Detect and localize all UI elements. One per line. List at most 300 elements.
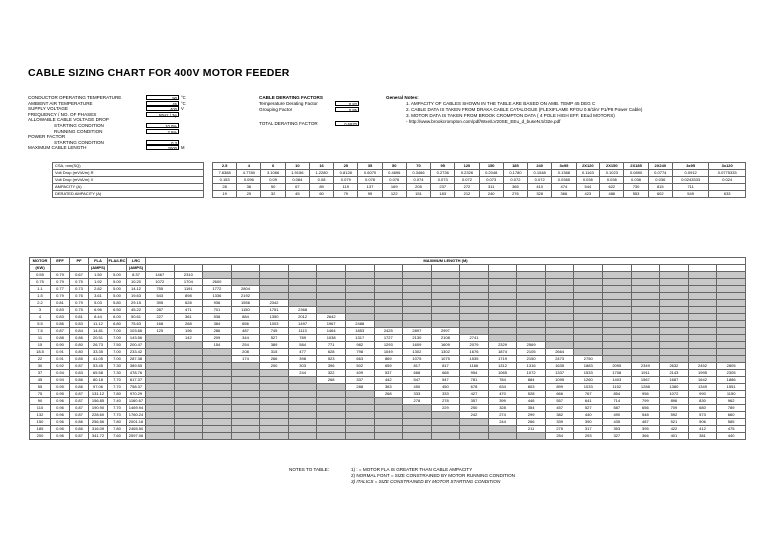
- cable-cell: 205: [406, 184, 430, 191]
- cable-cell: 815: [648, 184, 672, 191]
- motor-cell: 477: [288, 349, 317, 356]
- total-derating-value: 0.6970: [335, 121, 359, 126]
- motor-cell: [174, 370, 203, 377]
- parameter-unit: °C: [181, 100, 186, 106]
- motor-cell: 543: [146, 293, 175, 300]
- motor-cell: [431, 307, 460, 314]
- motor-cell: 0.73: [70, 286, 89, 293]
- motor-cell: [174, 342, 203, 349]
- motor-cell: 0.87: [70, 412, 89, 419]
- motor-cell: [374, 412, 403, 419]
- motor-cell: 5.00: [108, 293, 127, 300]
- motor-cell: 211: [517, 426, 546, 433]
- motor-cell: [545, 328, 574, 335]
- motor-cell: [403, 405, 432, 412]
- cable-cell: 311: [479, 184, 503, 191]
- motor-cell: [460, 279, 489, 286]
- motor-table-row: [30, 342, 746, 349]
- motor-cell: 196: [174, 328, 203, 335]
- motor-cell: 2632: [660, 363, 689, 370]
- cable-row-label: Volt Drop (mV/A/m) X: [53, 177, 204, 184]
- motor-cell: 817: [403, 363, 432, 370]
- motor-cell: 390: [574, 419, 603, 426]
- motor-cell: 789: [288, 335, 317, 342]
- motor-cell: [460, 321, 489, 328]
- cable-cell: 0.08: [309, 177, 333, 184]
- parameter-label: STARTING CONDITION: [54, 122, 104, 128]
- motor-cell: 0.83: [70, 370, 89, 377]
- motor-cell: 0.94: [51, 377, 70, 384]
- motor-cell: 1350: [260, 314, 289, 321]
- parameter-value[interactable]: 90: [146, 95, 179, 100]
- cable-cell: 2.5: [213, 163, 237, 170]
- motor-cell: [374, 300, 403, 307]
- cable-cell: 0.072: [455, 177, 479, 184]
- cable-cell: 0.153: [213, 177, 237, 184]
- motor-cell: [460, 307, 489, 314]
- motor-cell: 2804: [231, 286, 260, 293]
- motor-cell: 1293: [374, 342, 403, 349]
- motor-cell: 50.61: [127, 314, 146, 321]
- table-note: 1) : = MOTOR FLA IS GREATER THAN CABLE AMPACITY: [351, 467, 473, 472]
- cable-cell: 2X185: [624, 163, 648, 170]
- motor-cell: 208: [231, 349, 260, 356]
- motor-cell: 521: [660, 419, 689, 426]
- motor-cell: 29.15: [127, 300, 146, 307]
- motor-cell: 0.86: [70, 377, 89, 384]
- motor-cell: 256.56: [89, 419, 108, 426]
- motor-cell: 0.87: [70, 398, 89, 405]
- motor-cell: 784: [488, 377, 517, 384]
- motor-table-row: [30, 286, 746, 293]
- parameter-label: ALLOWABLE CABLE VOLTAGE DROP: [28, 117, 109, 123]
- motor-cell: 14.81: [89, 328, 108, 335]
- motor-cell: 767: [574, 391, 603, 398]
- motor-cell: [146, 370, 175, 377]
- motor-cell: 547: [431, 377, 460, 384]
- motor-cell: 2741: [460, 335, 489, 342]
- motor-cell: 817: [431, 363, 460, 370]
- motor-subheader-cell: [108, 265, 127, 272]
- motor-cell: [717, 356, 746, 363]
- total-derating-label: TOTAL DERATING FACTOR: [259, 121, 318, 126]
- cable-cell: 19: [213, 191, 237, 198]
- motor-cell: [717, 279, 746, 286]
- motor-cell: [146, 377, 175, 384]
- motor-cell: 585: [717, 419, 746, 426]
- motor-cell: [460, 433, 489, 440]
- motor-cell: [403, 321, 432, 328]
- motor-cell: [260, 377, 289, 384]
- motor-cell: 1072: [146, 279, 175, 286]
- motor-cell: 1302: [403, 349, 432, 356]
- motor-subheader-row: [30, 265, 746, 272]
- motor-table-row: [30, 363, 746, 370]
- cable-cell: 0.3466: [406, 170, 430, 177]
- cable-cell: 79: [334, 191, 358, 198]
- motor-cell: 666: [545, 391, 574, 398]
- motor-cell: [288, 279, 317, 286]
- motor-cell: [203, 412, 232, 419]
- motor-cell: 327: [603, 433, 632, 440]
- motor-table-row: [30, 356, 746, 363]
- motor-cell: [174, 349, 203, 356]
- motor-cell: 303: [288, 363, 317, 370]
- motor-cell: 299: [517, 412, 546, 419]
- motor-cell: 322: [317, 370, 346, 377]
- motor-cell: 30: [30, 363, 51, 370]
- motor-cell: 0.96: [51, 398, 70, 405]
- motor-cell: 0.87: [70, 363, 89, 370]
- motor-cell: 1095: [545, 377, 574, 384]
- motor-cell: 527: [260, 335, 289, 342]
- motor-cell: 8.44: [89, 314, 108, 321]
- motor-cell: 2600: [203, 279, 232, 286]
- motor-cell: [545, 321, 574, 328]
- motor-cell: [174, 419, 203, 426]
- motor-cell: 22: [30, 356, 51, 363]
- motor-cell: 457: [545, 405, 574, 412]
- parameter-value[interactable]: 45: [146, 101, 179, 106]
- motor-cell: [660, 335, 689, 342]
- motor-cell: [545, 293, 574, 300]
- motor-cell: 3: [30, 307, 51, 314]
- cable-cell: 0.024: [709, 177, 746, 184]
- motor-cell: [317, 405, 346, 412]
- motor-cell: 26.73: [89, 342, 108, 349]
- general-notes: [386, 95, 686, 125]
- motor-cell: [174, 398, 203, 405]
- motor-cell: [631, 272, 660, 279]
- motor-cell: [660, 279, 689, 286]
- motor-cell: 2192: [231, 293, 260, 300]
- motor-cell: [488, 272, 517, 279]
- motor-cell: [231, 272, 260, 279]
- motor-cell: 898: [174, 293, 203, 300]
- cable-table-row: [53, 184, 746, 191]
- parameter-label: AMBIENT AIR TEMPERATURE: [28, 100, 93, 106]
- motor-cell: [146, 412, 175, 419]
- motor-cell: 884: [231, 314, 260, 321]
- motor-cell: [403, 314, 432, 321]
- motor-cell: 506: [688, 419, 717, 426]
- motor-cell: [203, 433, 232, 440]
- motor-cell: [688, 272, 717, 279]
- motor-cell: 274: [488, 412, 517, 419]
- parameter-label: STARTING CONDITION: [54, 139, 104, 145]
- parameter-value[interactable]: 2000: [146, 145, 179, 150]
- motor-cell: [260, 398, 289, 405]
- motor-cell: 668: [403, 370, 432, 377]
- motor-cell: 527: [574, 405, 603, 412]
- motor-cell: 0.96: [51, 426, 70, 433]
- motor-cell: 7.60: [108, 433, 127, 440]
- motor-cell: 936: [203, 300, 232, 307]
- motor-cell: [660, 272, 689, 279]
- cable-cell: 25: [237, 191, 261, 198]
- cable-cell: 553: [624, 191, 648, 198]
- motor-cell: 1.50: [89, 272, 108, 279]
- motor-cell: [374, 279, 403, 286]
- motor-cell: [203, 398, 232, 405]
- motor-cell: 7.70: [108, 405, 127, 412]
- motor-cell: [260, 370, 289, 377]
- motor-cell: [260, 384, 289, 391]
- motor-cell: 8.37: [127, 272, 146, 279]
- motor-cell: 317: [574, 426, 603, 433]
- cable-cell: 0.6070: [358, 170, 382, 177]
- motor-cell: [403, 293, 432, 300]
- motor-cell: 2473: [545, 356, 574, 363]
- motor-cell: [374, 398, 403, 405]
- motor-cell: [146, 335, 175, 342]
- motor-cell: 641: [574, 398, 603, 405]
- cable-row-label: DERATED AMPACITY (A): [53, 191, 204, 198]
- cable-cell: 4.7780: [237, 170, 261, 177]
- motor-cell: 174: [231, 356, 260, 363]
- motor-table-row: [30, 272, 746, 279]
- motor-table-row: [30, 349, 746, 356]
- motor-cell: 1687: [660, 377, 689, 384]
- motor-cell: [717, 293, 746, 300]
- parameter-value[interactable]: 0.3: [146, 140, 179, 145]
- motor-cell: 242: [460, 412, 489, 419]
- motor-cell: 6.80: [108, 321, 127, 328]
- motor-cell: [231, 419, 260, 426]
- motor-cell: 287.38: [127, 356, 146, 363]
- cable-cell: 32: [261, 191, 285, 198]
- motor-cell: [488, 314, 517, 321]
- motor-cell: 0.95: [51, 391, 70, 398]
- motor-cell: [288, 426, 317, 433]
- table-note: 3) ITALICS = SIZE CONSTRAINED BY MOTOR STARTING CONDITION: [351, 479, 501, 484]
- motor-cell: [660, 349, 689, 356]
- motor-cell: [660, 300, 689, 307]
- motor-table-row: [30, 398, 746, 405]
- motor-cell: 1152: [603, 384, 632, 391]
- motor-cell: 339: [545, 419, 574, 426]
- motor-cell: [403, 307, 432, 314]
- motor-cell: [717, 328, 746, 335]
- parameter-label: CONDUCTOR OPERATING TEMPERATURE: [28, 95, 122, 100]
- motor-cell: 125: [146, 328, 175, 335]
- motor-cell: 2108: [431, 335, 460, 342]
- motor-cell: [574, 279, 603, 286]
- motor-cell: 37: [30, 370, 51, 377]
- motor-cell: 0.87: [51, 328, 70, 335]
- motor-cell: [231, 279, 260, 286]
- motor-cell: 1464: [317, 328, 346, 335]
- motor-cell: [460, 419, 489, 426]
- motor-cell: 200: [30, 433, 51, 440]
- motor-cell: [688, 307, 717, 314]
- motor-cell: 799: [631, 398, 660, 405]
- motor-table-row: [30, 307, 746, 314]
- motor-cell: 584: [288, 342, 317, 349]
- cable-cell: 711: [672, 184, 708, 191]
- motor-cell: [345, 419, 374, 426]
- parameter-value[interactable]: 400: [146, 106, 179, 111]
- motor-cell: [517, 307, 546, 314]
- motor-cell: 395: [631, 426, 660, 433]
- cable-cell: 0.078: [358, 177, 382, 184]
- motor-header-cell: PF: [70, 258, 89, 265]
- motor-cell: [317, 286, 346, 293]
- motor-cell: [488, 307, 517, 314]
- motor-cell: [374, 405, 403, 412]
- motor-cell: 7.00: [108, 328, 127, 335]
- motor-cell: 288: [345, 384, 374, 391]
- motor-cell: 1772: [203, 286, 232, 293]
- motor-cell: [345, 426, 374, 433]
- cable-cell: 240: [479, 191, 503, 198]
- motor-cell: [317, 279, 346, 286]
- motor-cell: 1075: [403, 356, 432, 363]
- motor-cell: [260, 419, 289, 426]
- motor-cell: [203, 384, 232, 391]
- parameter-label: RUNNING CONDITION: [54, 128, 103, 134]
- motor-cell: 65.58: [89, 370, 108, 377]
- motor-cell: 15: [30, 342, 51, 349]
- page-title: CABLE SIZING CHART FOR 400V MOTOR FEEDER: [28, 67, 290, 79]
- parameter-unit: M: [181, 145, 185, 151]
- motor-cell: 475: [717, 426, 746, 433]
- motor-cell: 14.12: [127, 286, 146, 293]
- motor-cell: 663: [345, 356, 374, 363]
- motor-cell: 0.83: [70, 321, 89, 328]
- motor-cell: 1.5: [30, 293, 51, 300]
- motor-cell: [660, 356, 689, 363]
- motor-cell: [631, 342, 660, 349]
- motor-cell: 293: [574, 433, 603, 440]
- motor-cell: 628: [317, 349, 346, 356]
- motor-cell: 490: [603, 412, 632, 419]
- motor-cell: [288, 433, 317, 440]
- motor-cell: [231, 391, 260, 398]
- motor-cell: 185: [30, 426, 51, 433]
- motor-cell: 3.61: [89, 293, 108, 300]
- motor-cell: [345, 279, 374, 286]
- motor-cell: 781: [460, 377, 489, 384]
- cable-cell: 0.1163: [576, 170, 600, 177]
- motor-cell: [317, 307, 346, 314]
- motor-cell: 1708: [603, 370, 632, 377]
- motor-cell: 1003: [260, 321, 289, 328]
- motor-cell: 2079: [460, 342, 489, 349]
- motor-cell: [203, 426, 232, 433]
- motor-cell: 1.1: [30, 286, 51, 293]
- motor-cell: 254: [545, 433, 574, 440]
- motor-cell: 442: [374, 377, 403, 384]
- cable-cell: 272: [455, 184, 479, 191]
- motor-cell: [146, 363, 175, 370]
- cable-row-label: Volt Drop (mV/A/m) R: [53, 170, 204, 177]
- cable-cell: 122: [382, 191, 406, 198]
- motor-cell: [203, 356, 232, 363]
- motor-table-row: [30, 335, 746, 342]
- motor-table-row: [30, 279, 746, 286]
- motor-table-row: [30, 321, 746, 328]
- motor-cell: 0.84: [70, 328, 89, 335]
- motor-cell: [688, 300, 717, 307]
- motor-cell: 1337: [545, 370, 574, 377]
- motor-cell: [488, 335, 517, 342]
- parameter-value[interactable]: 2.5%: [146, 129, 179, 134]
- motor-cell: [517, 279, 546, 286]
- motor-cell: 2150: [517, 356, 546, 363]
- motor-cell: [660, 321, 689, 328]
- motor-cell: 440: [717, 433, 746, 440]
- grouping-factor-value: 0.85: [335, 107, 359, 112]
- motor-cell: 7.5: [30, 328, 51, 335]
- motor-cell: 1967: [317, 321, 346, 328]
- motor-cell: 0.67: [70, 272, 89, 279]
- motor-cell: [631, 286, 660, 293]
- parameter-value[interactable]: 50Hz / 3φ: [146, 112, 179, 117]
- motor-cell: 1760.24: [127, 412, 146, 419]
- motor-cell: 548: [631, 412, 660, 419]
- motor-cell: [260, 433, 289, 440]
- cable-table-row: [53, 170, 746, 177]
- motor-cell: 5.5: [30, 321, 51, 328]
- derating-heading: CABLE DERATING FACTORS: [259, 95, 323, 100]
- motor-cell: [517, 328, 546, 335]
- motor-cell: [660, 293, 689, 300]
- motor-cell: [488, 433, 517, 440]
- cable-cell: 3x120: [709, 163, 746, 170]
- motor-cell: [317, 300, 346, 307]
- general-note: 3. MOTOR DATA IS TAKEN FROM BROOK CROMPTON DATA ( 4 POLE HIGH EFF. EEud MOTORS): [406, 113, 615, 118]
- motor-cell: 2143: [660, 370, 689, 377]
- cable-cell: 0.074: [406, 177, 430, 184]
- motor-cell: [431, 286, 460, 293]
- motor-cell: 1312: [488, 363, 517, 370]
- motor-cell: 0.79: [70, 300, 89, 307]
- motor-cell: [146, 349, 175, 356]
- cable-cell: 544: [576, 184, 600, 191]
- motor-cell: 701: [203, 307, 232, 314]
- table-note: 2) NORMAL FONT = SIZE CONSTRAINED BY MOTOR RUNNING CONDITION: [351, 473, 516, 478]
- motor-cell: [174, 363, 203, 370]
- motor-cell: [631, 328, 660, 335]
- motor-cell: [174, 405, 203, 412]
- motor-cell: 361: [174, 314, 203, 321]
- motor-cell: 659: [374, 363, 403, 370]
- motor-cell: [146, 405, 175, 412]
- motor-cell: [231, 433, 260, 440]
- motor-cell: [403, 412, 432, 419]
- motor-cell: 1609: [403, 342, 432, 349]
- motor-cell: [603, 321, 632, 328]
- parameter-value[interactable]: 10.0%: [146, 123, 179, 128]
- motor-cell: [203, 349, 232, 356]
- motor-table-row: [30, 405, 746, 412]
- motor-cell: [288, 398, 317, 405]
- motor-cell: 233.42: [127, 349, 146, 356]
- motor-cell: 427: [460, 391, 489, 398]
- motor-cell: [688, 279, 717, 286]
- motor-cell: 2750: [574, 356, 603, 363]
- motor-cell: [403, 279, 432, 286]
- cable-cell: 95: [431, 163, 455, 170]
- motor-subheader-cell: (AMPS): [89, 265, 108, 272]
- motor-cell: 20.51: [89, 335, 108, 342]
- motor-cell: [431, 300, 460, 307]
- motor-cell: 2368: [288, 307, 317, 314]
- motor-cell: 1886: [717, 377, 746, 384]
- motor-subheader-cell: (KW): [30, 265, 51, 272]
- motor-cell: 962: [717, 398, 746, 405]
